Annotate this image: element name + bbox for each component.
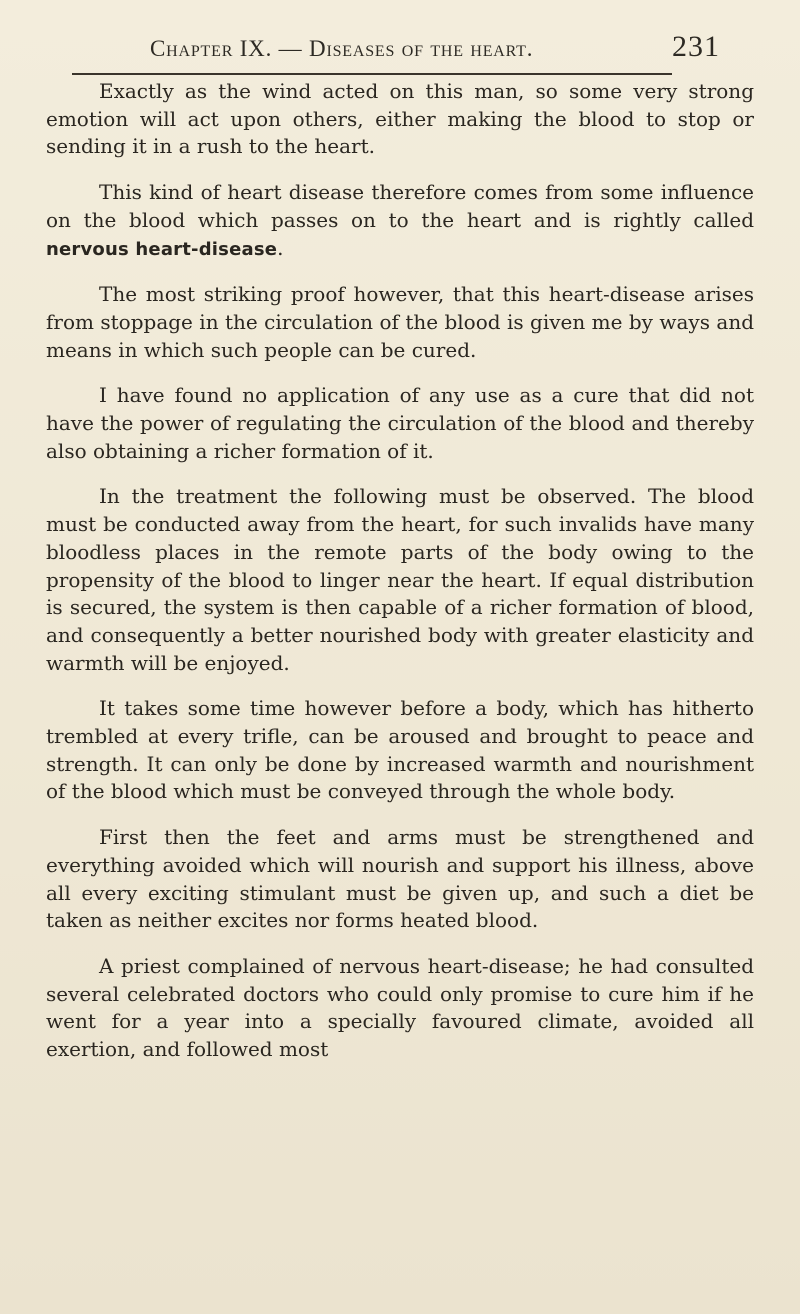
paragraph-1: Exactly as the wind acted on this man, so some very strong emotion will act upon others, either making the blood to stop or sending it in a rush to the heart. — [46, 79, 754, 159]
paragraph-5: In the treatment the following must be observed. The blood must be conducted away from the heart, for such invalids have many bloodless places in the remote parts of the body owing to the propensity of the blood to linger near the heart. If equal distribution is secured, the system is then capable of a richer formation of blood, and consequently a better nourished body with greater elasticity and warmth will be enjoyed. — [46, 484, 754, 675]
paragraph-2-start: This kind of heart disease therefore comes from some influence on the blood which passes on to the heart and is rightly called — [46, 180, 754, 232]
header-rule — [72, 73, 672, 75]
paragraph-4: I have found no application of any use as a cure that did not have the power of regulating the circulation of the blood and thereby also obtaining a richer formation of it. — [46, 383, 754, 463]
paragraph-3: The most striking proof however, that this heart-disease arises from stoppage in the circulation of the blood is given me by ways and means in which such people can be cured. — [46, 282, 754, 362]
paragraph-2 — [46, 179, 754, 263]
chapter-title: Chapter IX. — Diseases of the heart. — [150, 36, 534, 61]
term-nervous-heart-disease: nervous heart-disease — [46, 238, 278, 260]
page-number: 231 — [672, 30, 720, 63]
paragraph-2-end: . — [277, 235, 284, 260]
running-head — [60, 24, 720, 72]
body-text — [46, 78, 754, 1082]
paragraph-8: A priest complained of nervous heart-disease; he had consulted several celebrated doctors who could only promise to cure him if he went for a year into a specially favoured climate, avoided all exertion, and followed most — [46, 953, 754, 1062]
paragraph-7: First then the feet and arms must be strengthened and everything avoided which will nourish and support his illness, above all every exciting stimulant must be given up, and such a diet be taken as neither excites nor forms heated blood. — [46, 825, 754, 933]
paragraph-6: It takes some time however before a body, which has hitherto trembled at every trifle, can be aroused and brought to peace and strength. It can only be done by increased warmth and nourishment of the blood which must be conveyed through the whole body. — [46, 696, 754, 804]
